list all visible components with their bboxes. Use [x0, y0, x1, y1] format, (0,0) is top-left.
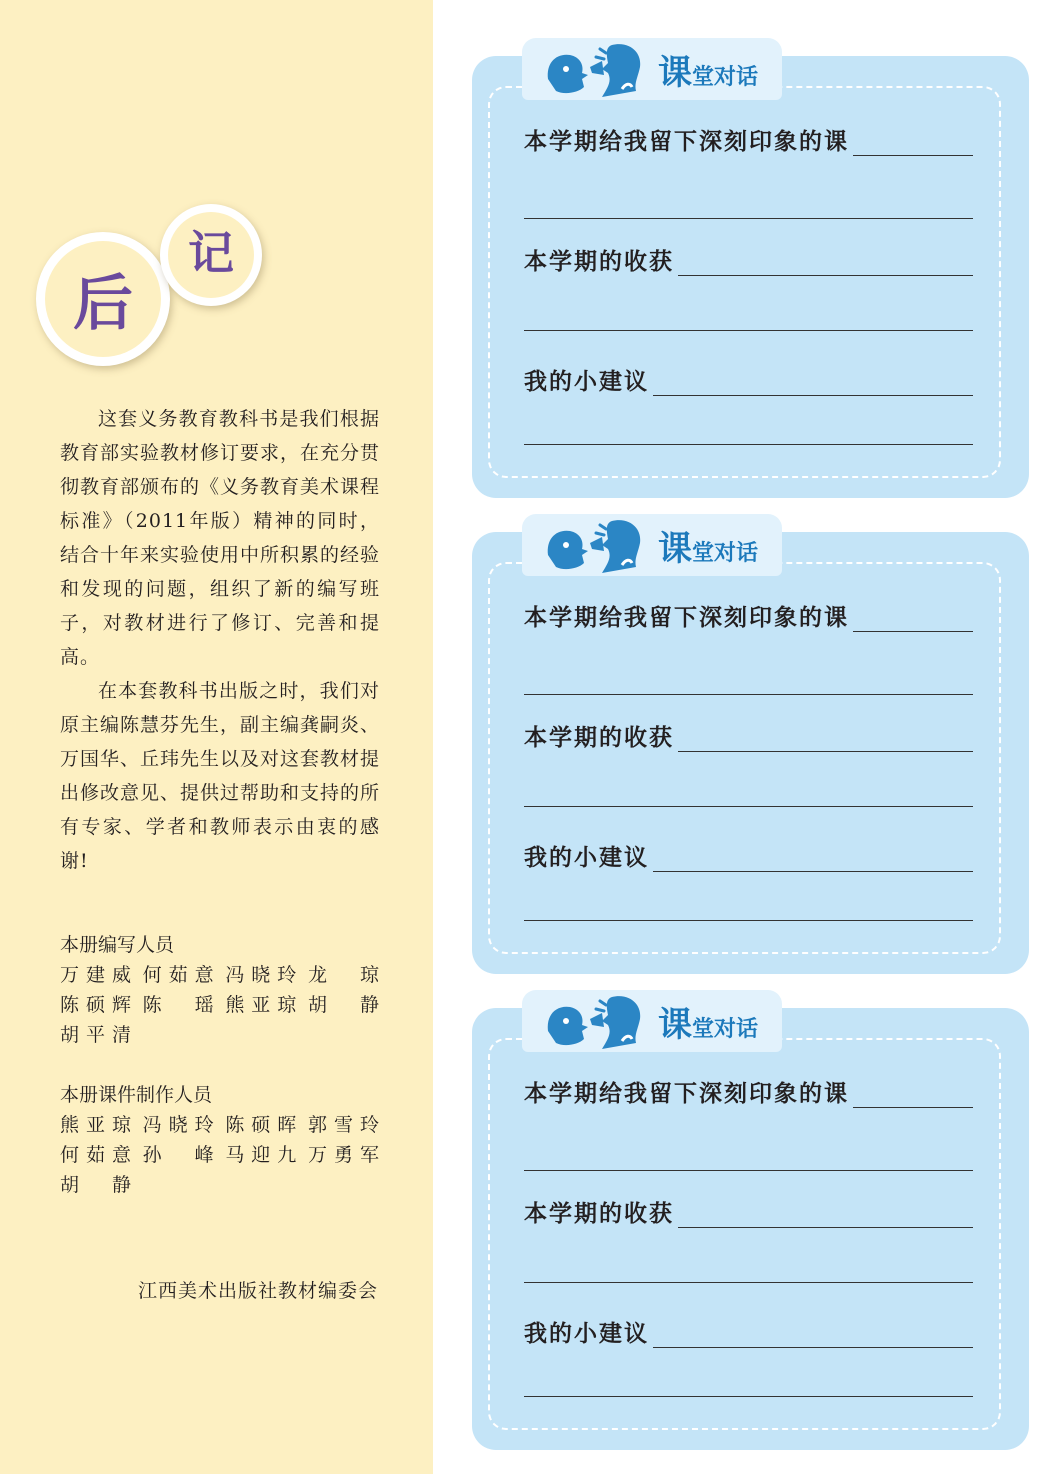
classroom-dialogue-card — [472, 528, 1029, 974]
staff-name: 孙 峰 — [142, 1144, 215, 1166]
talking-heads-icon — [542, 39, 652, 99]
card-tab — [522, 990, 782, 1052]
editor-name: 冯晓玲 — [225, 964, 298, 986]
card-title — [658, 521, 758, 570]
staff-name: 马迎九 — [225, 1144, 298, 1166]
card-title-big: 课 — [658, 52, 692, 93]
harvest-field[interactable] — [524, 724, 973, 752]
editor-name: 龙 琼 — [307, 964, 380, 986]
card-tab — [522, 38, 782, 100]
impressive-lesson-field[interactable] — [524, 1080, 973, 1108]
afterword-panel — [0, 0, 433, 1474]
card-title-small: 堂对话 — [692, 540, 759, 566]
suggestion-label: 我的小建议 — [524, 844, 649, 871]
answer-line[interactable] — [678, 729, 973, 752]
suggestion-label: 我的小建议 — [524, 368, 649, 395]
answer-line[interactable] — [853, 1085, 973, 1108]
editor-name: 陈 瑶 — [142, 994, 215, 1016]
staff-name: 何茹意 — [60, 1144, 132, 1166]
title-circle-ji — [160, 204, 262, 306]
answer-line[interactable] — [678, 253, 973, 276]
answer-line[interactable] — [524, 694, 973, 695]
staff-name: 熊亚琼 — [60, 1114, 132, 1136]
card-title-small: 堂对话 — [692, 64, 759, 90]
courseware-row — [60, 1170, 380, 1200]
harvest-label: 本学期的收获 — [524, 248, 674, 275]
suggestion-label: 我的小建议 — [524, 1320, 649, 1347]
talking-heads-icon — [542, 515, 652, 575]
answer-line[interactable] — [524, 1170, 973, 1171]
editors-row — [60, 960, 380, 990]
suggestion-field[interactable] — [524, 844, 973, 872]
impressive-lesson-field[interactable] — [524, 604, 973, 632]
answer-line[interactable] — [524, 330, 973, 331]
impressive-lesson-label: 本学期给我留下深刻印象的课 — [524, 1080, 849, 1107]
answer-line[interactable] — [524, 444, 973, 445]
card-title-big: 课 — [658, 1004, 692, 1045]
harvest-label: 本学期的收获 — [524, 724, 674, 751]
answer-line[interactable] — [653, 373, 973, 396]
harvest-field[interactable] — [524, 1200, 973, 1228]
answer-line[interactable] — [853, 133, 973, 156]
staff-name: 冯晓玲 — [142, 1114, 215, 1136]
impressive-lesson-field[interactable] — [524, 128, 973, 156]
courseware-section — [60, 1080, 380, 1200]
card-title — [658, 45, 758, 94]
harvest-label: 本学期的收获 — [524, 1200, 674, 1227]
afterword-paragraph-2: 在本套教科书出版之时，我们对原主编陈慧芬先生，副主编龚嗣炎、万国华、丘玮先生以及对这套教材提出修改意见、提供过帮助和支持的所有专家、学者和教师表示由衷的感谢! — [60, 680, 381, 872]
editor-name: 陈硕辉 — [60, 994, 132, 1016]
staff-name: 郭雪玲 — [307, 1114, 380, 1136]
courseware-row — [60, 1140, 380, 1170]
staff-name: 胡 静 — [60, 1174, 132, 1196]
answer-line[interactable] — [524, 920, 973, 921]
answer-line[interactable] — [853, 609, 973, 632]
title-char-hou: 后 — [45, 241, 161, 357]
editor-name: 胡平清 — [60, 1024, 132, 1046]
answer-line[interactable] — [653, 849, 973, 872]
editor-name: 熊亚琼 — [225, 994, 298, 1016]
impressive-lesson-label: 本学期给我留下深刻印象的课 — [524, 604, 849, 631]
answer-line[interactable] — [524, 806, 973, 807]
classroom-dialogue-card — [472, 1004, 1029, 1450]
courseware-heading: 本册课件制作人员 — [60, 1084, 213, 1106]
staff-name: 陈硕晖 — [225, 1114, 298, 1136]
editors-heading: 本册编写人员 — [60, 934, 175, 956]
harvest-field[interactable] — [524, 248, 973, 276]
title-circle-hou — [36, 232, 170, 366]
editor-name: 万建威 — [60, 964, 132, 986]
card-title — [658, 997, 758, 1046]
suggestion-field[interactable] — [524, 368, 973, 396]
staff-name: 万勇军 — [307, 1144, 380, 1166]
answer-line[interactable] — [678, 1205, 973, 1228]
answer-line[interactable] — [524, 1282, 973, 1283]
courseware-row — [60, 1110, 380, 1140]
afterword-paragraph-1: 这套义务教育教科书是我们根据教育部实验教材修订要求，在充分贯彻教育部颁布的《义务教育美术课程标准》（2011年版）精神的同时，结合十年来实验使用中所积累的经验和发现的问题，组织了新的编写班子，对教材进行了修订、完善和提高。 — [60, 408, 381, 668]
editor-name: 何茹意 — [142, 964, 215, 986]
answer-line[interactable] — [524, 1396, 973, 1397]
classroom-dialogue-card — [472, 52, 1029, 498]
answer-line[interactable] — [524, 218, 973, 219]
editors-section — [60, 930, 380, 1050]
editor-name: 胡 静 — [307, 994, 380, 1016]
editors-row — [60, 990, 380, 1020]
impressive-lesson-label: 本学期给我留下深刻印象的课 — [524, 128, 849, 155]
card-tab — [522, 514, 782, 576]
card-title-small: 堂对话 — [692, 1016, 759, 1042]
suggestion-field[interactable] — [524, 1320, 973, 1348]
card-title-big: 课 — [658, 528, 692, 569]
talking-heads-icon — [542, 991, 652, 1051]
editors-row — [60, 1020, 380, 1050]
title-char-ji: 记 — [168, 212, 254, 298]
publisher-signature: 江西美术出版社教材编委会 — [137, 1280, 378, 1302]
answer-line[interactable] — [653, 1325, 973, 1348]
